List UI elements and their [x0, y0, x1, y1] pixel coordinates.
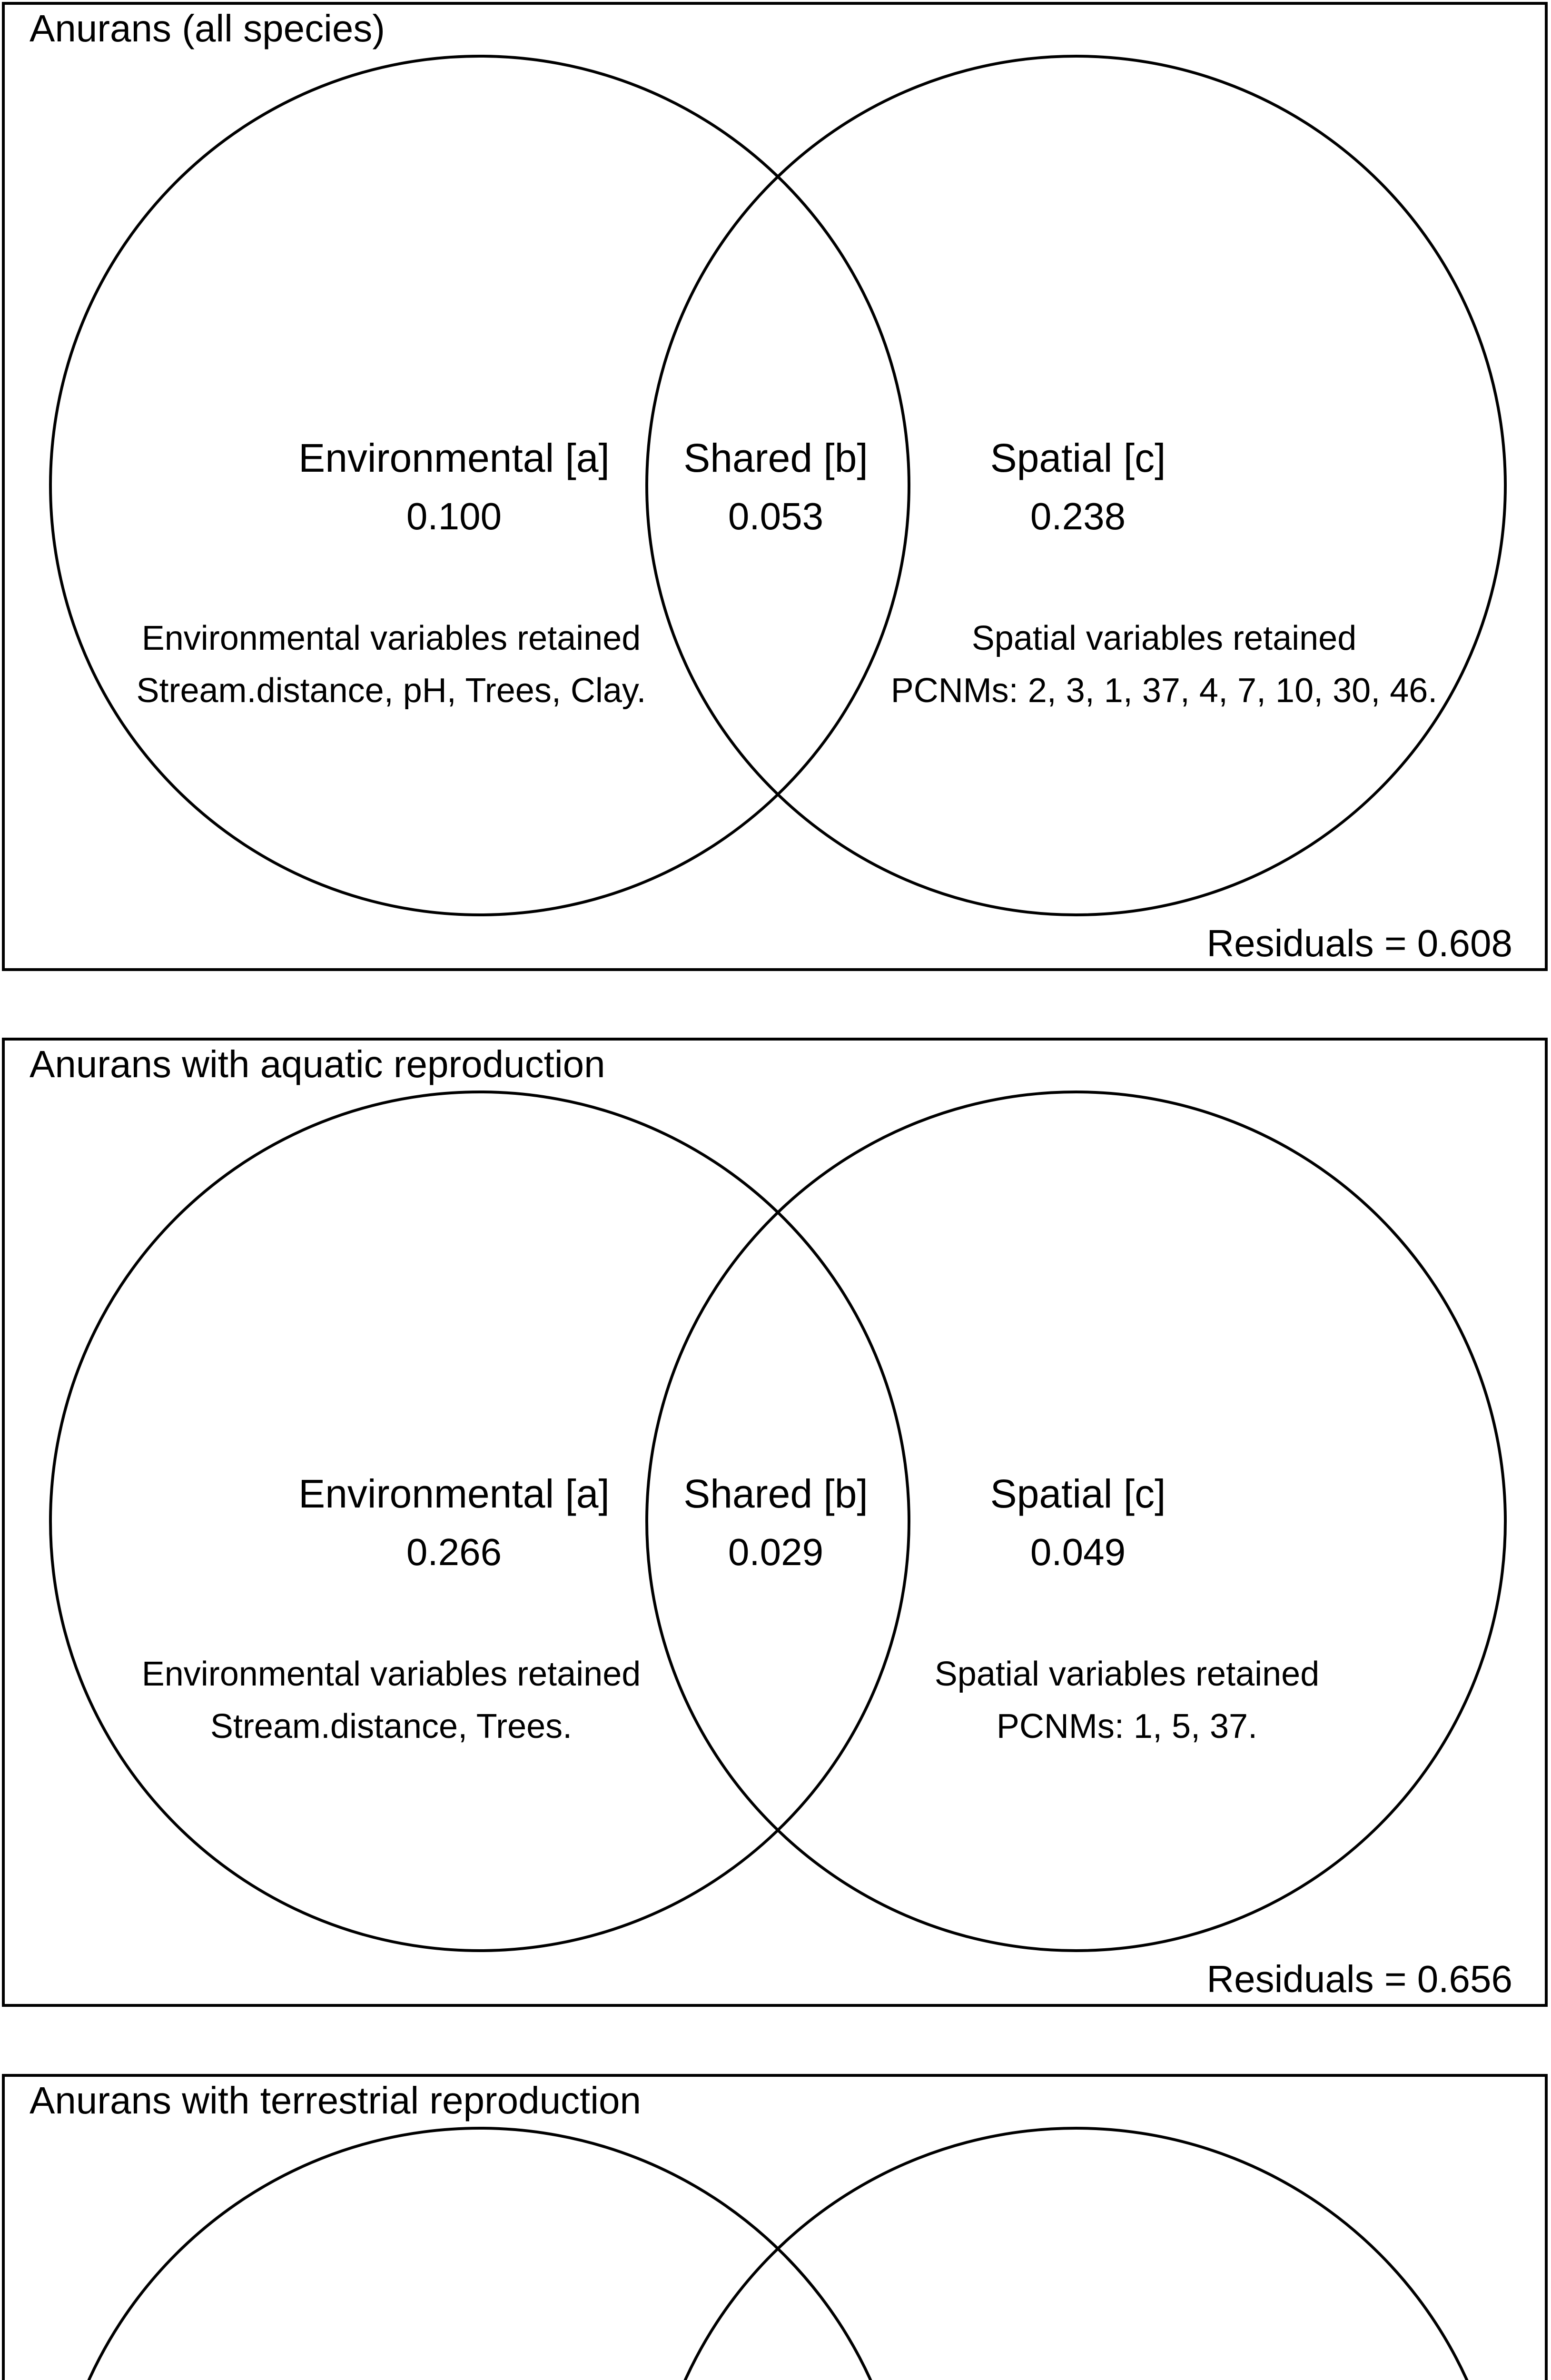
environmental-label: Environmental [a] — [298, 436, 610, 480]
panel-title: Anurans with terrestrial reproduction — [30, 2079, 642, 2122]
venn-panel-aquatic-reproduction — [2, 1038, 1548, 2007]
environmental-variables-title: Environmental variables retained — [141, 619, 641, 657]
residuals-label: Residuals = 0.608 — [1206, 922, 1512, 964]
spatial-variables-title: Spatial variables retained — [971, 619, 1357, 657]
environmental-value: 0.100 — [406, 495, 502, 537]
spatial-label: Spatial [c] — [990, 436, 1166, 480]
shared-label: Shared [b] — [683, 1471, 868, 1516]
environmental-variables-list: Stream.distance, pH, Trees, Clay. — [136, 672, 646, 710]
spatial-circle — [647, 56, 1505, 915]
environmental-variables-list: Stream.distance, Trees. — [210, 1707, 573, 1745]
spatial-variables-list: PCNMs: 2, 3, 1, 37, 4, 7, 10, 30, 46. — [890, 672, 1438, 710]
environmental-label: Environmental [a] — [298, 1471, 610, 1516]
shared-label: Shared [b] — [683, 436, 868, 480]
venn-panel-all-species — [2, 2, 1548, 971]
venn-circles — [5, 1041, 1551, 2010]
panel-title: Anurans (all species) — [30, 7, 385, 50]
shared-value: 0.053 — [728, 495, 824, 537]
environmental-circle — [50, 1092, 909, 1951]
environmental-circle — [50, 2128, 909, 2380]
spatial-circle — [647, 2128, 1505, 2380]
venn-circles — [5, 2077, 1551, 2380]
spatial-label: Spatial [c] — [990, 1471, 1166, 1516]
spatial-value: 0.238 — [1030, 495, 1126, 537]
spatial-variables-list: PCNMs: 1, 5, 37. — [996, 1707, 1258, 1745]
residuals-label: Residuals = 0.656 — [1206, 1958, 1512, 2000]
environmental-circle — [50, 56, 909, 915]
panel-title: Anurans with aquatic reproduction — [30, 1043, 605, 1085]
environmental-value: 0.266 — [406, 1531, 502, 1573]
spatial-value: 0.049 — [1030, 1531, 1126, 1573]
spatial-variables-title: Spatial variables retained — [934, 1655, 1320, 1693]
venn-circles — [5, 5, 1551, 974]
shared-value: 0.029 — [728, 1531, 824, 1573]
venn-panel-terrestrial-reproduction — [2, 2074, 1548, 2380]
environmental-variables-title: Environmental variables retained — [141, 1655, 641, 1693]
spatial-circle — [647, 1092, 1505, 1951]
